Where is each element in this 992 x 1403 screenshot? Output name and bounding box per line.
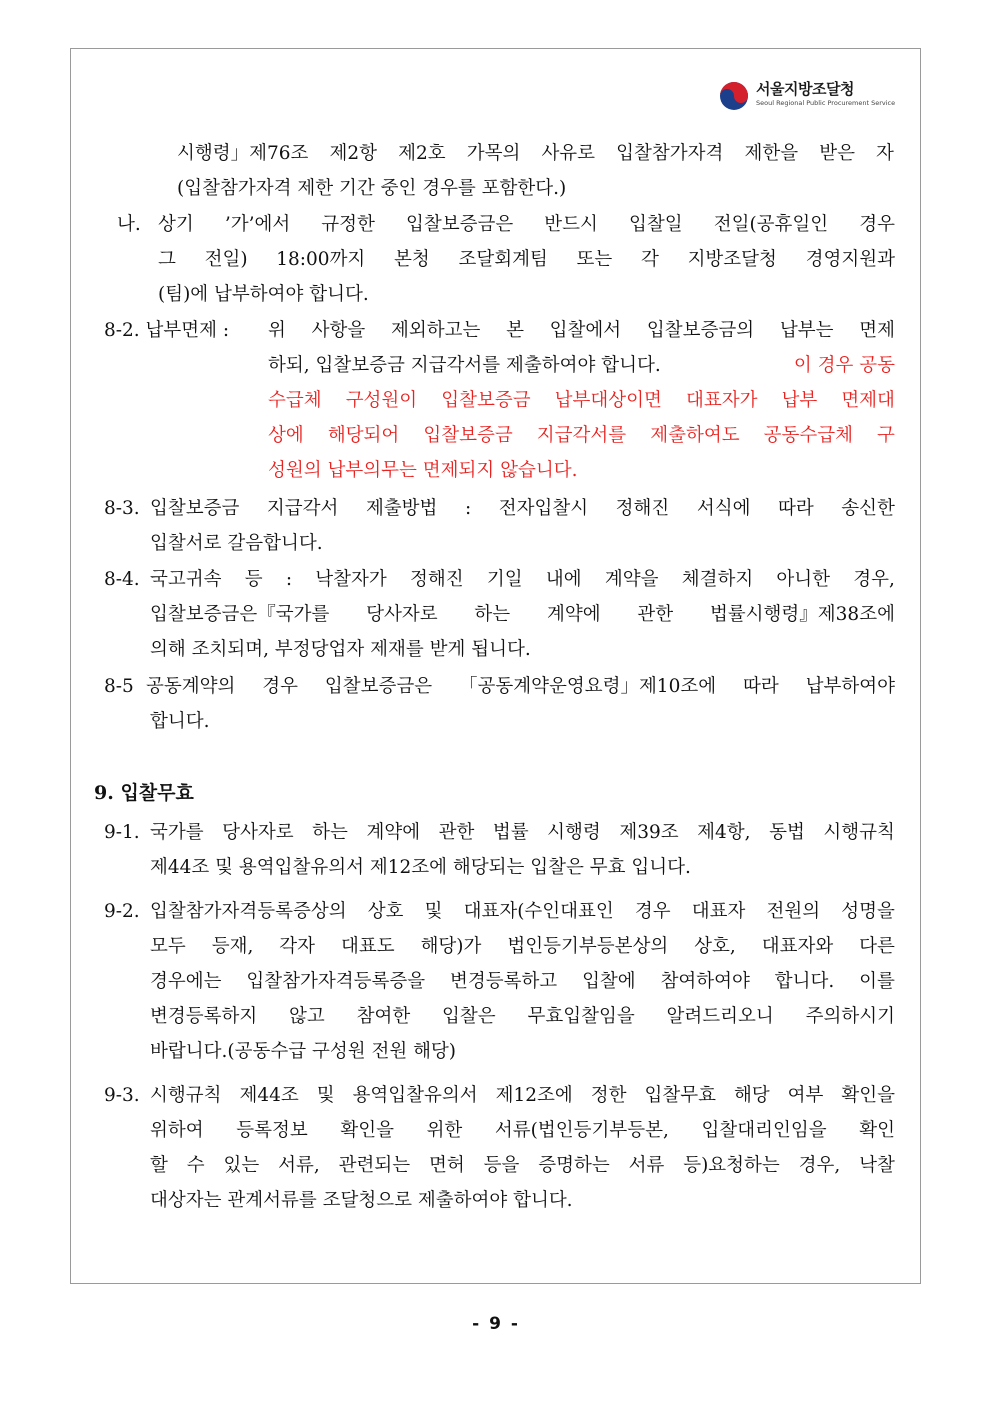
text-line [268,353,895,379]
item-label: 8-4. [104,569,140,590]
emphasis-text: 이 경우 공동 [793,355,895,376]
text-line: 제44조 및 용역입찰유의서 제12조에 해당되는 입찰은 무효 입니다. [150,857,691,878]
text-line: 공동계약의 경우 입찰보증금은 「공동계약운영요령」제10조에 따라 납부하여야 [146,676,895,697]
text-line: 바랍니다.(공동수급 구성원 전원 해당) [150,1041,457,1062]
page-number: - 9 - [472,1314,520,1334]
text-line: (팀)에 납부하여야 합니다. [158,284,369,305]
text-line: 그 전일) 18:00까지 본청 조달회계팀 또는 각 지방조달청 경영지원과 [158,249,895,270]
text-line: 의해 조치되며, 부정당업자 제재를 받게 됩니다. [150,639,531,660]
emphasis-text: 상에 해당되어 입찰보증금 지급각서를 제출하여도 공동수급체 구 [268,425,895,446]
section-heading: 9. 입찰무효 [94,782,194,804]
item-label: 8-5 [104,676,134,697]
text-line: 경우에는 입찰참가자격등록증을 변경등록하고 입찰에 참여하여야 합니다. 이를 [150,971,895,992]
taegeuk-emblem-icon [718,80,750,112]
text-line: 입찰서로 갈음합니다. [150,533,323,554]
text-line: 상기 ’가’에서 규정한 입찰보증금은 반드시 입찰일 전일(공휴일인 경우 [158,214,895,235]
text-line: 국고귀속 등 : 낙찰자가 정해진 기일 내에 계약을 체결하지 아니한 경우, [150,569,895,590]
text-line: 입찰보증금은『국가를 당사자로 하는 계약에 관한 법률시행령』제38조에 [150,604,895,625]
item-label: 9-2. [104,901,140,922]
text-line: (입찰참가자격 제한 기간 중인 경우를 포함한다.) [177,178,567,199]
header-logo [718,78,908,114]
text-segment: 하되, 입찰보증금 지급각서를 제출하여야 합니다. [268,355,661,376]
item-label: 8-3. [104,498,140,519]
text-line: 변경등록하지 않고 참여한 입찰은 무효입찰임을 알려드리오니 주의하시기 [150,1006,895,1027]
text-line: 시행령」제76조 제2항 제2호 가목의 사유로 입찰참가자격 제한을 받은 자 [177,143,894,164]
emphasis-text: 성원의 납부의무는 면제되지 않습니다. [268,460,578,481]
text-line: 국가를 당사자로 하는 계약에 관한 법률 시행령 제39조 제4항, 동법 시행규칙 [150,822,895,843]
emphasis-text: 수급체 구성원이 입찰보증금 납부대상이면 대표자가 납부 면제대 [268,390,895,411]
text-line: 할 수 있는 서류, 관련되는 면허 등을 증명하는 서류 등)요청하는 경우, 낙찰 [150,1155,895,1176]
text-line: 입찰보증금 지급각서 제출방법 : 전자입찰시 정해진 서식에 따라 송신한 [150,498,895,519]
item-label: 9-1. [104,822,140,843]
text-line: 시행규칙 제44조 및 용역입찰유의서 제12조에 정한 입찰무효 해당 여부 확인을 [150,1085,895,1106]
text-line: 합니다. [150,711,210,732]
item-label: 9-3. [104,1085,140,1106]
text-line: 위 사항을 제외하고는 본 입찰에서 입찰보증금의 납부는 면제 [268,320,895,341]
text-line: 입찰참가자격등록증상의 상호 및 대표자(수인대표인 경우 대표자 전원의 성명을 [150,901,895,922]
text-line: 대상자는 관계서류를 조달청으로 제출하여야 합니다. [150,1190,573,1211]
item-label: 나. [117,214,141,235]
org-name-english: Seoul Regional Public Procurement Service [756,99,896,107]
text-line: 위하여 등록정보 확인을 위한 서류(법인등기부등본, 입찰대리인임을 확인 [150,1120,895,1141]
item-label: 8-2. 납부면제 : [104,320,230,341]
text-line: 모두 등재, 각자 대표도 해당)가 법인등기부등본상의 상호, 대표자와 다른 [150,936,895,957]
org-name-korean: 서울지방조달청 [756,80,854,98]
